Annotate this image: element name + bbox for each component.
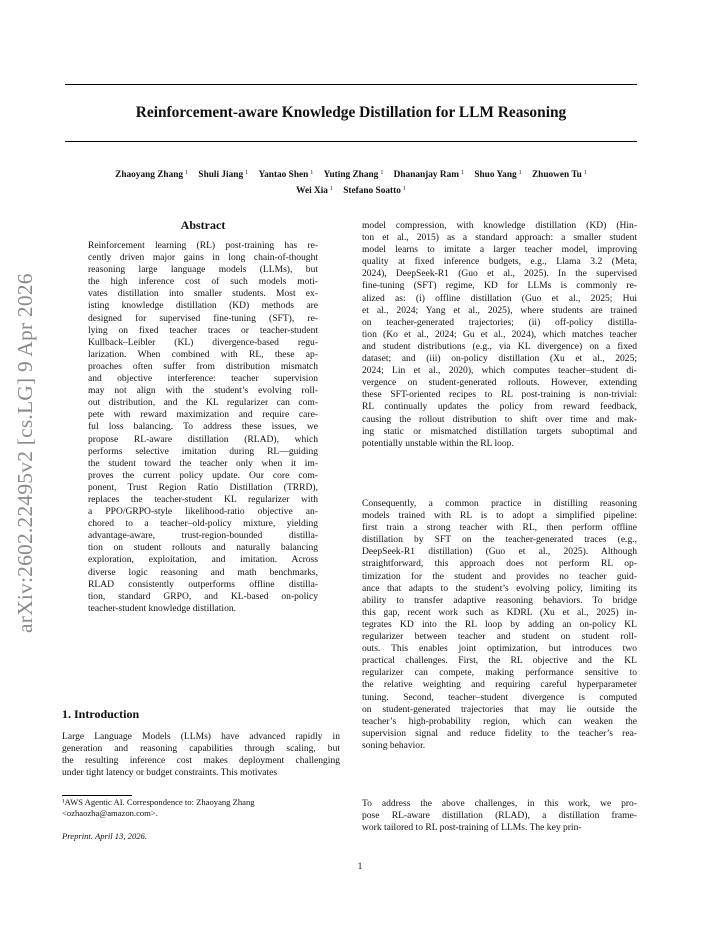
text-line: the student toward the teacher only when it im- xyxy=(88,457,318,469)
author: Dhananjay Ram $^1$ xyxy=(393,170,465,180)
text-line: ful loss balancing. To address these issues, we xyxy=(88,421,318,433)
text-line: vates distillation into smaller students. Most ex- xyxy=(88,288,318,300)
text-line: Consequently, a common practice in distilling reasoning xyxy=(362,498,637,509)
footnote: ¹AWS Agentic AI. Correspondence to: Zhaoyang Zhang <ozhaozha@amazon.com>. xyxy=(62,797,255,818)
text-line: reasoning large language models (LLMs), but xyxy=(88,264,318,276)
text-line: RL continually updates the policy from reward feedback, xyxy=(362,401,637,413)
abstract-heading: Abstract xyxy=(180,218,226,232)
author: Zhaoyang Zhang $^1$ xyxy=(115,170,189,180)
author-list xyxy=(60,167,642,198)
text-line: proaches often suffer from distribution mismatch xyxy=(88,360,318,372)
text-line: models trained with RL is to adopt a simplified pipeline: xyxy=(362,510,637,522)
text-line: pose RL-aware distillation (RLAD), a distillation frame- xyxy=(362,810,637,822)
text-line: causing the rollout distribution to shift over time and mak- xyxy=(362,413,637,425)
text-line: practical challenges. First, the RL objective and the KL xyxy=(362,655,637,667)
page-number: 1 xyxy=(357,862,363,872)
text-line: model learns to imitate a larger teacher model, improving xyxy=(362,244,637,256)
text-line: teacher’s high-probability region, which can weaken the xyxy=(362,715,637,727)
text-line: propose RL-aware distillation (RLAD), which xyxy=(88,433,318,445)
text-line: To address the above challenges, in this work, we pro- xyxy=(362,798,637,809)
text-line: lying on fixed teacher traces or teacher-student xyxy=(88,324,318,336)
text-line: the relative weighting and requiring careful hyperparameter xyxy=(362,679,637,691)
text-line: ton et al., 2015) as a standard approach: a smaller student xyxy=(362,232,637,244)
text-line: DeepSeek-R1 distillation) (Guo et al., 2025). Although xyxy=(362,546,637,558)
text-line: soning behavior. xyxy=(362,739,426,751)
text-line: Kullback–Leibler (KL) divergence-based regu- xyxy=(88,336,318,348)
text-line: regularizer can compete, making performance sensitive to xyxy=(362,667,637,679)
text-line: on teacher-generated trajectories; (ii) off-policy distilla- xyxy=(362,316,637,328)
text-line: Large Language Models (LLMs) have advanced rapidly in xyxy=(62,731,340,742)
text-line: first train a strong teacher with RL, then perform offline xyxy=(362,522,637,534)
intro-paragraph xyxy=(62,731,340,779)
section-heading: 1. Introduction xyxy=(62,707,140,721)
footnote-rule xyxy=(62,795,132,796)
text-line: RLAD consistently outperforms offline distilla- xyxy=(88,578,318,590)
text-line: replaces the teacher-student KL regularizer with xyxy=(88,493,318,505)
text-line: 2024), DeepSeek-R1 (Guo et al., 2025). In the supervised xyxy=(362,268,637,280)
author: Shuo Yang $^1$ xyxy=(474,170,522,180)
text-line: larization. When combined with RL, these ap- xyxy=(88,348,318,360)
text-line: advantage-aware, trust-region-bounded distilla- xyxy=(88,530,318,542)
text-line: ing static or mismatched distillation targets suboptimal and xyxy=(362,425,637,437)
text-line: a PPO/GRPO-style likelihood-ratio objective an- xyxy=(88,506,318,518)
text-line: fine-tuning (SFT) regime, KD for LLMs is commonly re- xyxy=(362,280,637,292)
text-line: ability to transfer adaptive reasoning behaviors. To bridge xyxy=(362,594,637,606)
author: Wei Xia $^1$ xyxy=(296,185,333,196)
text-line: generation and reasoning capabilities through scaling, but xyxy=(62,743,340,755)
intro-paragraph xyxy=(362,220,637,450)
text-line: out distribution, and the KL regularizer can com- xyxy=(88,397,318,409)
text-line: distillation by SFT on the teacher-generated traces (e.g., xyxy=(362,534,637,546)
intro-paragraph xyxy=(362,498,637,752)
text-line: vergence on student-generated rollouts. However, extending xyxy=(362,377,637,389)
text-line: the resulting inference cost makes deployment challenging xyxy=(62,755,340,767)
text-line: model compression, with knowledge distillation (KD) (Hin- xyxy=(362,220,637,231)
paper-title: Reinforcement-aware Knowledge Distillation for LLM Reasoning xyxy=(135,104,567,121)
text-line: ponent, Trust Region Ratio Distillation (TRRD), xyxy=(88,481,318,493)
preprint-note: Preprint. April 13, 2026. xyxy=(62,831,147,841)
arxiv-identifier[interactable]: arXiv:2602.22495v2 [cs.LG] 9 Apr 2026 xyxy=(13,273,37,633)
text-line: chored to a teacher–old-policy mixture, yielding xyxy=(88,518,318,530)
author: Stefano Soatto $^1$ xyxy=(343,185,406,196)
text-line: cently driven major gains in long chain-of-thought xyxy=(88,252,318,264)
text-line: ance that adapts to the student’s evolving policy, limiting its xyxy=(362,582,637,594)
text-line: designed for supervised fine-tuning (SFT), re- xyxy=(88,312,318,324)
text-line: tegrates KD into the RL loop by adding an on-policy KL xyxy=(362,618,637,630)
title-rule-bottom xyxy=(65,141,637,142)
text-line: tion, standard GRPO, and KL-based on-policy xyxy=(88,590,318,602)
text-line: performs selective imitation during RL—guiding xyxy=(88,445,318,457)
text-line: dataset; and (iii) on-policy distillation (Xu et al., 2025; xyxy=(362,353,637,365)
text-line: outs. This enables joint optimization, but introduces two xyxy=(362,643,637,655)
text-line: supervision signal and reduce fidelity to the teacher’s rea- xyxy=(362,727,637,739)
author: Shuli Jiang $^1$ xyxy=(198,170,249,180)
text-line: these SFT-oriented recipes to RL post-training is non-trivial: xyxy=(362,389,637,401)
text-line: the high inference cost of such models moti- xyxy=(88,276,318,288)
text-line: quality at fixed inference budgets, e.g., Llama 3.2 (Meta, xyxy=(362,256,637,268)
text-line: proves the current policy update. Our core com- xyxy=(88,469,318,481)
text-line: Reinforcement learning (RL) post-training has re- xyxy=(88,240,318,251)
text-line: et al., 2024; Yang et al., 2025), where students are trained xyxy=(362,304,637,316)
text-line: under tight latency or budget constraints. This motivates xyxy=(62,767,278,779)
text-line: work tailored to RL post-training of LLMs. The key prin- xyxy=(362,822,582,834)
text-line: on student-generated trajectories that may lie outside the xyxy=(362,703,637,715)
text-line: this gap, recent work such as KDRL (Xu et al., 2025) in- xyxy=(362,606,637,618)
text-line: isting knowledge distillation (KD) methods are xyxy=(88,300,318,312)
text-line: teacher-student knowledge distillation. xyxy=(88,602,237,614)
title-rule-top xyxy=(65,84,637,85)
text-line: timization for the student and provides no teacher guid- xyxy=(362,570,637,582)
text-line: tion on student rollouts and naturally balancing xyxy=(88,542,318,554)
text-line: 2024; Lin et al., 2020), which computes teacher–student di- xyxy=(362,365,637,377)
author: Yuting Zhang $^1$ xyxy=(323,170,384,180)
text-line: may not align with the student’s evolving roll- xyxy=(88,385,318,397)
text-line: pete with reward maximization and require care- xyxy=(88,409,318,421)
text-line: potentially unstable within the RL loop. xyxy=(362,437,514,449)
author: Zhuowen Tu $^1$ xyxy=(531,170,587,180)
text-line: and student distributions (e.g., via KL divergence) on a fixed xyxy=(362,340,637,352)
text-line: tion (Ko et al., 2024; Gu et al., 2024), which matches teacher xyxy=(362,328,637,340)
text-line: tuning. Second, teacher–student divergence is computed xyxy=(362,691,637,703)
abstract-text xyxy=(88,240,318,615)
text-line: straightforward, this approach does not perform RL op- xyxy=(362,558,637,570)
text-line: exploration, exploitation, and imitation. Across xyxy=(88,554,318,566)
text-line: and objective interference: teacher supervision xyxy=(88,373,318,385)
text-line: alized as: (i) offline distillation (Guo et al., 2025; Hui xyxy=(362,292,637,304)
intro-paragraph xyxy=(362,798,637,834)
text-line: regularizer between teacher and student on student roll- xyxy=(362,631,637,643)
text-line: diverse logic reasoning and math benchmarks, xyxy=(88,566,318,578)
author: Yantao Shen $^1$ xyxy=(258,170,314,180)
